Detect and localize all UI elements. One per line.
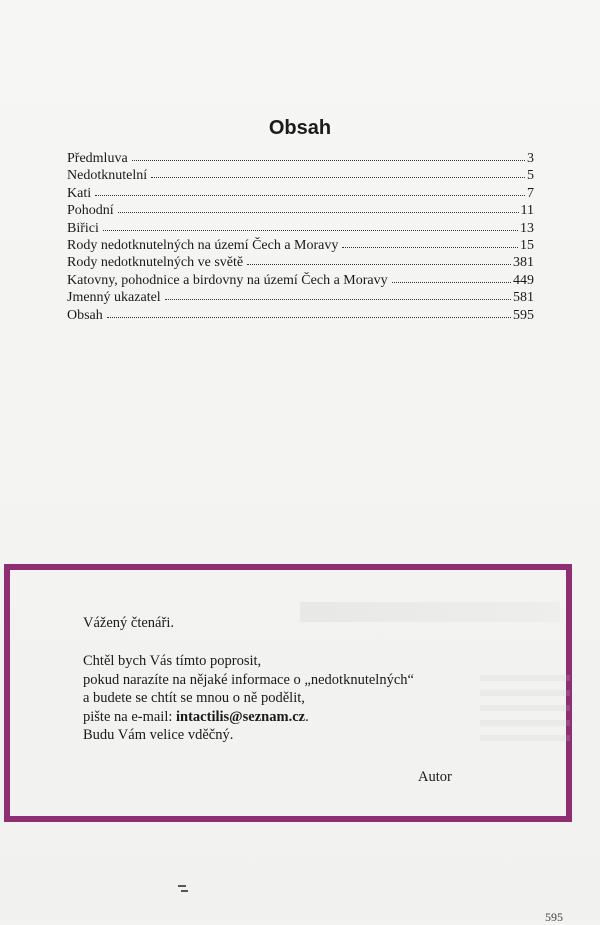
toc-entry-label: Obsah <box>67 307 103 323</box>
toc-entry-label: Nedotknutelní <box>67 168 148 184</box>
toc-entry-page: 5 <box>527 168 534 184</box>
notice-line: pokud narazíte na nějaké informace o „nedotknutelných“ <box>83 671 414 688</box>
toc-entry <box>67 289 534 306</box>
toc-leader-dots <box>392 271 511 283</box>
email-address: intactilis@seznam.cz <box>176 708 306 725</box>
notice-greeting: Vážený čtenáři. <box>83 615 174 631</box>
toc-entry-label: Biřici <box>67 220 99 236</box>
notice-signature: Autor <box>418 769 452 785</box>
toc-leader-dots <box>103 219 518 231</box>
toc-entry-label: Kati <box>67 185 92 201</box>
toc-leader-dots <box>165 288 511 300</box>
email-suffix: . <box>305 708 309 725</box>
toc-entry-page: 11 <box>520 203 534 219</box>
notice-line: a budete se chtít se mnou o ně podělit, <box>83 690 305 706</box>
notice-line: Chtěl bych Vás tímto poprosit, <box>83 653 262 669</box>
toc-entry-page: 13 <box>520 220 534 236</box>
toc-entry <box>67 237 534 254</box>
toc-entry <box>67 150 534 167</box>
toc-entry-page: 595 <box>513 307 534 323</box>
toc-entry-label: Rody nedotknutelných ve světě <box>67 255 244 271</box>
toc-leader-dots <box>95 184 525 196</box>
bleed-through-shadow <box>300 602 560 622</box>
table-of-contents <box>67 150 534 324</box>
bleed-through-shadow <box>480 675 570 745</box>
toc-entry-page: 15 <box>520 238 534 254</box>
toc-entry-label: Rody nedotknutelných na území Čech a Moravy <box>67 238 339 254</box>
toc-leader-dots <box>107 306 511 318</box>
toc-entry <box>67 254 534 271</box>
print-speck <box>178 885 190 895</box>
toc-entry-page: 581 <box>513 290 534 306</box>
toc-entry-label: Jmenný ukazatel <box>67 290 161 306</box>
reader-notice-box <box>4 564 572 822</box>
toc-entry <box>67 167 534 184</box>
toc-entry <box>67 185 534 202</box>
toc-entry <box>67 220 534 237</box>
toc-entry-page: 449 <box>513 272 534 288</box>
notice-line: Budu Vám velice vděčný. <box>83 727 234 743</box>
toc-leader-dots <box>247 253 511 265</box>
email-prefix: pište na e-mail: <box>83 708 177 725</box>
toc-leader-dots <box>151 166 525 178</box>
page-number: 595 <box>545 910 563 924</box>
toc-entry-page: 381 <box>513 255 534 271</box>
toc-entry-page: 7 <box>527 185 534 201</box>
notice-body <box>83 652 414 745</box>
toc-entry-label: Pohodní <box>67 203 114 219</box>
toc-leader-dots <box>132 149 525 161</box>
toc-leader-dots <box>118 201 519 213</box>
toc-leader-dots <box>342 236 518 248</box>
toc-entry-page: 3 <box>527 151 534 166</box>
toc-entry-label: Katovny, pohodnice a birdovny na území Čech a Moravy <box>67 272 388 288</box>
toc-entry-label: Předmluva <box>67 151 128 166</box>
page-title: Obsah <box>268 117 332 139</box>
notice-line <box>83 708 414 727</box>
toc-entry <box>67 272 534 289</box>
toc-entry <box>67 202 534 219</box>
toc-entry <box>67 307 534 324</box>
